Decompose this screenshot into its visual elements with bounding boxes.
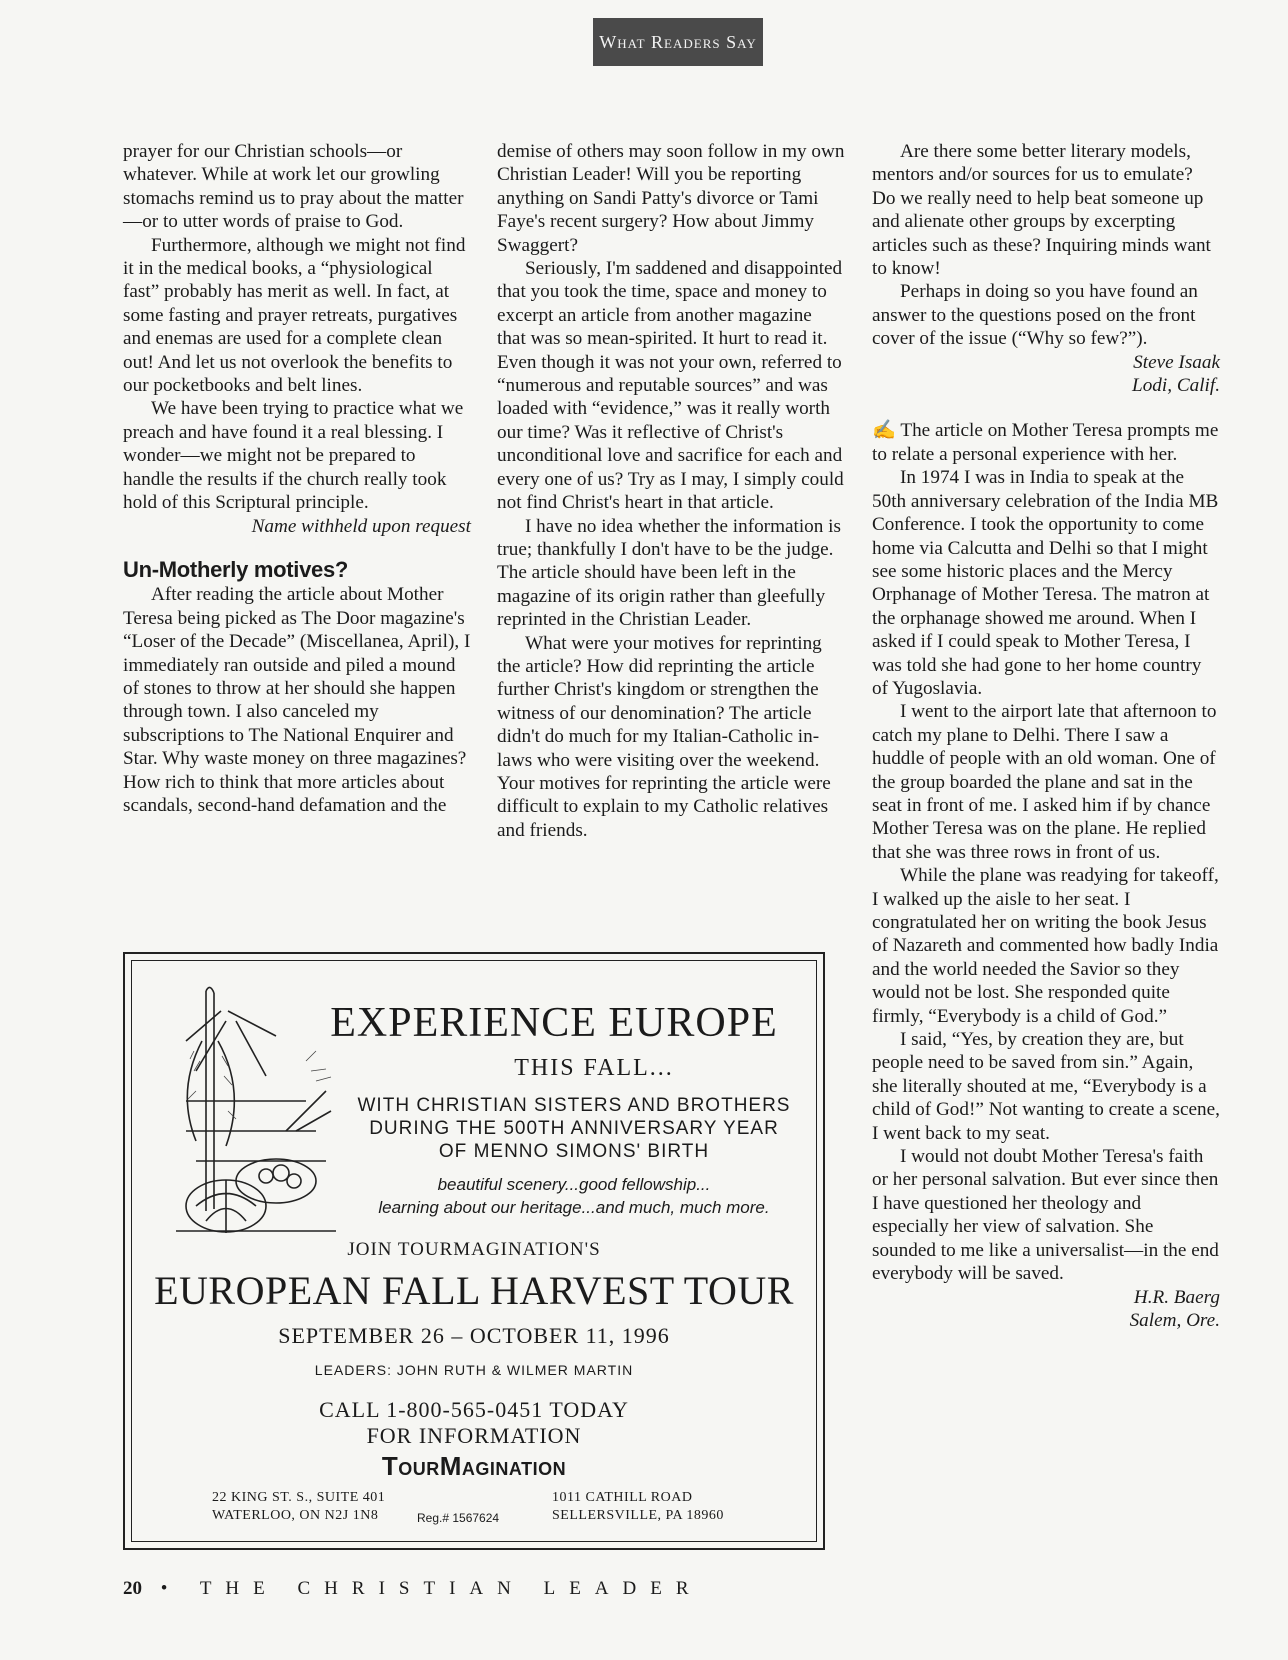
tour-advertisement [123, 952, 825, 1550]
signature-name: Steve Isaak [1133, 351, 1220, 373]
text-column-3 [872, 140, 1220, 1332]
paragraph: In 1974 I was in India to speak at the 50th anniversary celebration of the India MB Conference. I took the opportunity to come home via Calcutta and Delhi so that I might see some historic places and the Mercy Orphanage of Mother Teresa. The matron at the orphanage showed me around. When I asked if I could speak to Mother Teresa, I was told she had gone to her home country of Yugoslavia. [872, 467, 1219, 699]
paragraph: Perhaps in doing so you have found an answer to the questions posed on the front cover of the issue (“Why so few?”). [872, 281, 1198, 350]
signature: Name withheld upon request [251, 515, 471, 537]
letter-heading: Un-Motherly motives? [123, 556, 349, 582]
signature [872, 1286, 1220, 1333]
signature-name: H.R. Baerg [1133, 1286, 1220, 1308]
ad-title: EXPERIENCE EUROPE [330, 1000, 778, 1046]
magazine-name: THE CHRISTIAN LEADER [199, 1578, 703, 1599]
ad-leaders: LEADERS: JOHN RUTH & WILMER MARTIN [314, 1362, 634, 1378]
paragraph: I went to the airport late that afternoon to catch my plane to Delhi. There I saw a huddle of people with an old woman. One of the group boarded the plane and sat in the seat in front of me. I asked him if by chance Mother Teresa was on the plane. He replied that she was three rows in front of us. [872, 701, 1217, 863]
paragraph: We have been trying to practice what we preach and have found it a real blessing. I wonder—we might not be prepared to handle the results if the church really took hold of this Scriptural principle. [123, 398, 464, 514]
ad-dates: SEPTEMBER 26 – OCTOBER 11, 1996 [278, 1323, 670, 1348]
paragraph: Are there some better literary models, mentors and/or sources for us to emulate? Do we really need to help beat someone up and alienate other groups by excerpting articles such as these? Inquiring minds want to know! [872, 141, 1211, 280]
paragraph: I said, “Yes, by creation they are, but people need to be saved from sin.” Again, she literally shouted at me, “Everybody is a child of God!” Not wanting to create a scene, I went back to my seat. [872, 1029, 1220, 1144]
pen-icon: ✍ [872, 420, 901, 442]
ad-description: WITH CHRISTIAN SISTERS AND BROTHERS DURING THE 500TH ANNIVERSARY YEAR OF MENNO SIMONS' BIRTH [357, 1095, 791, 1162]
ad-address-usa: 1011 CATHILL ROAD SELLERSVILLE, PA 18960 [552, 1490, 724, 1523]
paragraph: I have no idea whether the information is true; thankfully I don't have to be the judge. The article should have been left in the magazine of its origin rather than gleefully reprinted in the Christian Leader. [497, 515, 841, 631]
paragraph: What were your motives for reprinting the article? How did reprinting the article further Christ's kingdom or strengthen the witness of our denomination? The article didn't do much for my Italian-Catholic in-laws who were visiting over the weekend. Your motives for reprinting the article were difficult to explain to my Catholic relatives and friends. [497, 632, 831, 841]
ad-subtitle: THIS FALL... [514, 1055, 674, 1081]
ad-call-to-action: CALL 1-800-565-0451 TODAY FOR INFORMATION [319, 1397, 629, 1448]
paragraph: Furthermore, although we might not find it in the medical books, a “physiological fast” probably has merit as well. In fact, at some fasting and prayer retreats, purgatives and enemas are used for a complete clean out! And let us not overlook the benefits to our pocketbooks and belt lines. [123, 234, 466, 397]
paragraph: prayer for our Christian schools—or whatever. While at work let our growling stomachs remind us to pray about the matter—or to utter words of praise to God. [123, 141, 464, 233]
paragraph: Seriously, I'm saddened and disappointed that you took the time, space and money to excerpt an article from another magazine that was so mean-spirited. It hurt to read it. Even though it was not your own, referred to “numerous and reputable sources” and was loaded with “evidence,” was it really worth our time? Was it reflective of Christ's unconditional love and sacrifice for each and every one of us? Try as I may, I simply could not find Christ's heart in that article. [497, 258, 844, 514]
ad-tagline: beautiful scenery...good fellowship... learning about our heritage...and much, much more. [378, 1175, 770, 1217]
paragraph: demise of others may soon follow in my own Christian Leader! Will you be reporting anything on Sandi Patty's divorce or Tami Faye's recent surgery? How about Jimmy Swaggert? [497, 141, 845, 256]
ad-registration: Reg.# 1567624 [417, 1511, 500, 1525]
text-column-2 [497, 140, 845, 842]
ad-brand-logo: TourMagination [381, 1451, 567, 1481]
signature [872, 351, 1220, 398]
ad-tour-name: EUROPEAN FALL HARVEST TOUR [154, 1268, 794, 1313]
paragraph: While the plane was readying for takeoff, I walked up the aisle to her seat. I congratulated her on writing the book Jesus of Nazareth and commented how badly India and the world needed the Savior so they would not be lost. She responded quite firmly, “Everybody is a child of God.” [872, 865, 1219, 1027]
signature-place: Salem, Ore. [1129, 1309, 1220, 1331]
page-number: 20 [123, 1578, 142, 1599]
section-header: What Readers Say [593, 18, 763, 66]
footer-bullet: • [160, 1578, 182, 1599]
ad-join-text: JOIN TOURMAGINATION'S [347, 1239, 601, 1260]
paragraph: After reading the article about Mother Teresa being picked as The Door magazine's “Loser of the Decade” (Miscellanea, April), I immediately ran outside and piled a mound of stones to throw at her should she happen through town. I also canceled my subscriptions to The National Enquirer and Star. Why waste money on three magazines? How rich to think that more articles about scandals, second-hand defamation and the [123, 584, 471, 816]
paragraph: I would not doubt Mother Teresa's faith or her personal salvation. But ever since then I have questioned her theology and especially her view of salvation. She sounded to me like a universalist—in the end everybody will be saved. [872, 1146, 1219, 1285]
signature-place: Lodi, Calif. [1132, 375, 1220, 397]
text-column-1 [123, 140, 471, 817]
page-footer [123, 1578, 703, 1600]
paragraph: ✍ The article on Mother Teresa prompts me to relate a personal experience with her. [872, 420, 1219, 465]
ad-address-canada: 22 KING ST. S., SUITE 401 WATERLOO, ON N2J 1N8 [212, 1490, 386, 1523]
